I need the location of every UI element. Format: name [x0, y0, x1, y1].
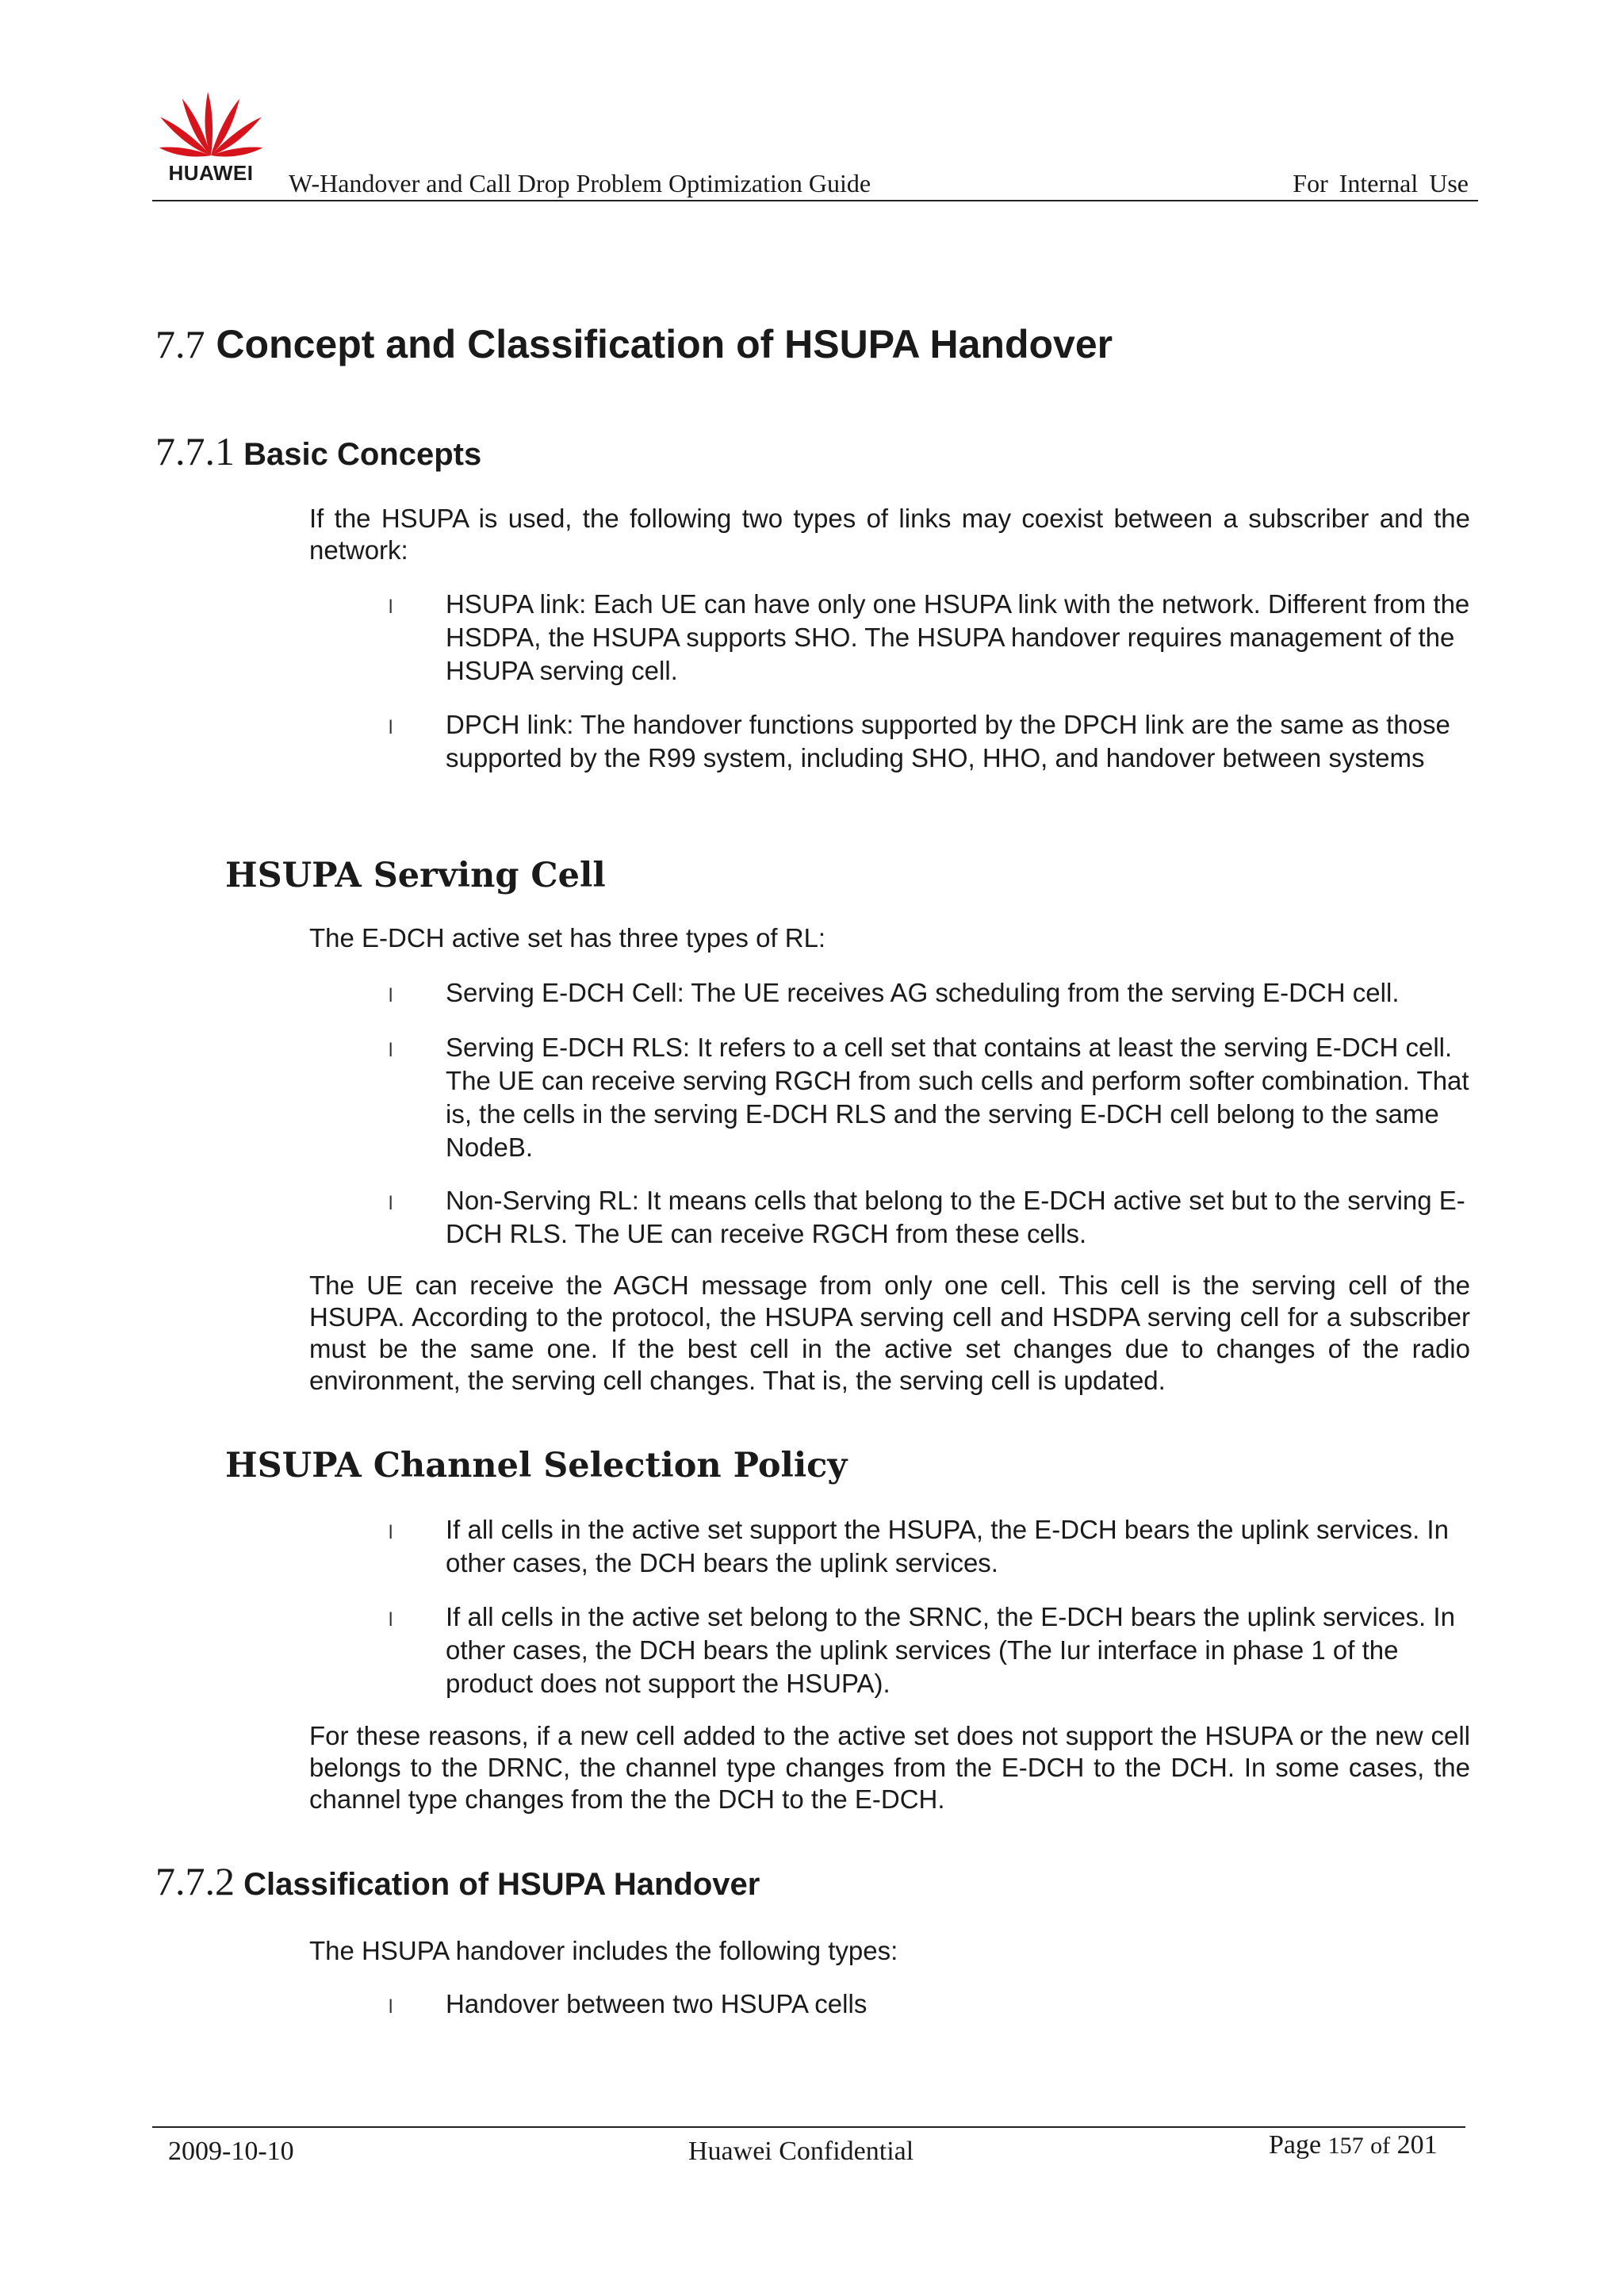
page-label: Page	[1269, 2130, 1322, 2160]
bullet-marker: l	[389, 717, 393, 738]
footer-page-number	[1269, 2130, 1438, 2160]
bullet-marker: l	[389, 1996, 393, 2018]
bullet-marker: l	[389, 1040, 393, 1061]
page-current: 157	[1327, 2133, 1364, 2159]
bullet-marker: l	[389, 1522, 393, 1543]
bullet-marker: l	[389, 1193, 393, 1214]
section-number: 7.7	[155, 322, 205, 366]
list-item-text: If all cells in the active set belong to the SRNC, the E-DCH bears the uplink services. In other cases, the DCH bears the uplink services (The Iur interface in phase 1 of the product does not support the HSUPA).	[446, 1602, 1455, 1698]
paragraph: The UE can receive the AGCH message from only one cell. This cell is the serving cell of the HSUPA. According to the protocol, the HSUPA serving cell and HSDPA serving cell for a subscriber must be the same one. If the best cell in the active set changes due to changes of the radio environment, the serving cell changes. That is, the serving cell is updated.	[309, 1271, 1470, 1395]
section-number: 7.7.1	[155, 429, 235, 473]
section-number: 7.7.2	[155, 1859, 235, 1903]
header-doc-title: W-Handover and Call Drop Problem Optimization Guide	[289, 169, 871, 197]
section-heading-7-7-1	[155, 428, 481, 474]
section-heading-7-7-2	[155, 1858, 760, 1904]
header-divider	[152, 200, 1478, 201]
paragraph: The E-DCH active set has three types of RL:	[309, 923, 826, 953]
page-total: 201	[1396, 2130, 1438, 2160]
list-item-text: Serving E-DCH RLS: It refers to a cell set that contains at least the serving E-DCH cell. The UE can receive serving RGCH from such cells and perform softer combination. That is, the cells in the serving E-DCH RLS and the serving E-DCH cell belong to the same NodeB.	[446, 1033, 1469, 1162]
footer-confidential: Huawei Confidential	[688, 2137, 914, 2166]
list-item-text: Non-Serving RL: It means cells that belong to the E-DCH active set but to the serving E-DCH RLS. The UE can receive RGCH from these cells.	[446, 1186, 1465, 1248]
subheading-serving-cell: HSUPA Serving Cell	[225, 856, 606, 895]
bullet-marker: l	[389, 596, 393, 618]
section-title: Classification of HSUPA Handover	[243, 1867, 760, 1902]
paragraph: The HSUPA handover includes the following types:	[309, 1936, 898, 1965]
logo-wordmark: HUAWEI	[168, 161, 254, 185]
bullet-marker: l	[389, 985, 393, 1006]
header-classification: For Internal Use	[1293, 169, 1469, 197]
footer-date: 2009-10-10	[168, 2137, 294, 2166]
bullet-marker: l	[389, 1609, 393, 1631]
paragraph: If the HSUPA is used, the following two types of links may coexist between a subscriber and the network:	[309, 504, 1470, 565]
list-item-text: If all cells in the active set support the HSUPA, the E-DCH bears the uplink services. In other cases, the DCH bears the uplink services.	[446, 1515, 1449, 1577]
section-title: Concept and Classification of HSUPA Handover	[216, 322, 1113, 366]
subheading-channel-selection: HSUPA Channel Selection Policy	[225, 1446, 848, 1485]
paragraph: For these reasons, if a new cell added to the active set does not support the HSUPA or the new cell belongs to the DRNC, the channel type changes from the E-DCH to the DCH. In some cases, the channel type changes from the the DCH to the E-DCH.	[309, 1721, 1470, 1814]
list-item-text: Handover between two HSUPA cells	[446, 1989, 868, 2018]
section-heading-7-7	[155, 321, 1113, 367]
footer-divider	[152, 2126, 1465, 2128]
list-item-text: HSUPA link: Each UE can have only one HSUPA link with the network. Different from the HSDPA, the HSUPA supports SHO. The HSUPA handover requires management of the HSUPA serving cell.	[446, 589, 1470, 685]
section-title: Basic Concepts	[243, 437, 482, 472]
page-of-label: of	[1370, 2133, 1391, 2159]
list-item-text: Serving E-DCH Cell: The UE receives AG scheduling from the serving E-DCH cell.	[446, 978, 1400, 1007]
list-item-text: DPCH link: The handover functions supported by the DPCH link are the same as those supported by the R99 system, including SHO, HHO, and handover between systems	[446, 710, 1450, 772]
